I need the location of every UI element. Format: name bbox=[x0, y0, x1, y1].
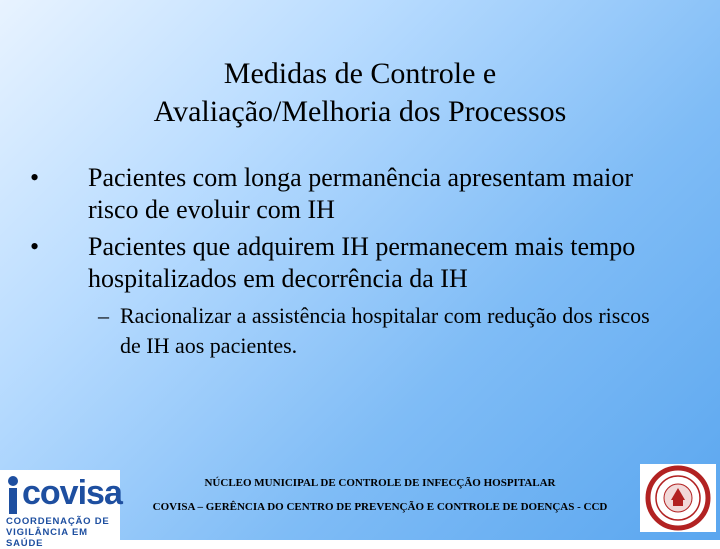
covisa-subtitle-1: COORDENAÇÃO DE bbox=[6, 516, 110, 527]
bullet-text: Pacientes com longa permanência apresentam maior risco de evoluir com IH bbox=[88, 163, 634, 224]
bullet-marker: • bbox=[30, 232, 40, 261]
footer bbox=[150, 476, 610, 514]
bullet-text: Pacientes que adquirem IH permanecem mais tempo hospitalizados em decorrência da IH bbox=[88, 232, 636, 293]
covisa-figure-icon bbox=[2, 474, 24, 518]
seal-logo bbox=[640, 464, 716, 532]
covisa-logo bbox=[0, 470, 122, 549]
slide-body bbox=[30, 162, 670, 361]
sub-bullet-text: Racionalizar a assistência hospitalar com redução dos riscos de IH aos pacientes. bbox=[120, 303, 650, 358]
slide-title bbox=[60, 55, 660, 131]
title-line-2: Avaliação/Melhoria dos Processos bbox=[153, 95, 567, 128]
covisa-subtitle-2: VIGILÂNCIA EM SAÚDE bbox=[6, 527, 88, 549]
seal-emblem-icon bbox=[640, 464, 716, 532]
footer-line-2: COVISA – GERÊNCIA DO CENTRO DE PREVENÇÃO E CONTROLE DE DOENÇAS - CCD bbox=[152, 501, 608, 513]
sub-bullet-marker: – bbox=[98, 303, 109, 328]
bullet-item bbox=[30, 162, 670, 226]
title-line-1: Medidas de Controle e bbox=[223, 57, 497, 90]
bullet-item bbox=[30, 231, 670, 295]
footer-line-1: NÚCLEO MUNICIPAL DE CONTROLE DE INFECÇÃO HOSPITALAR bbox=[204, 477, 556, 489]
bullet-marker: • bbox=[30, 163, 40, 192]
sub-bullet-item bbox=[30, 301, 670, 361]
covisa-wordmark: covisa bbox=[22, 474, 122, 512]
